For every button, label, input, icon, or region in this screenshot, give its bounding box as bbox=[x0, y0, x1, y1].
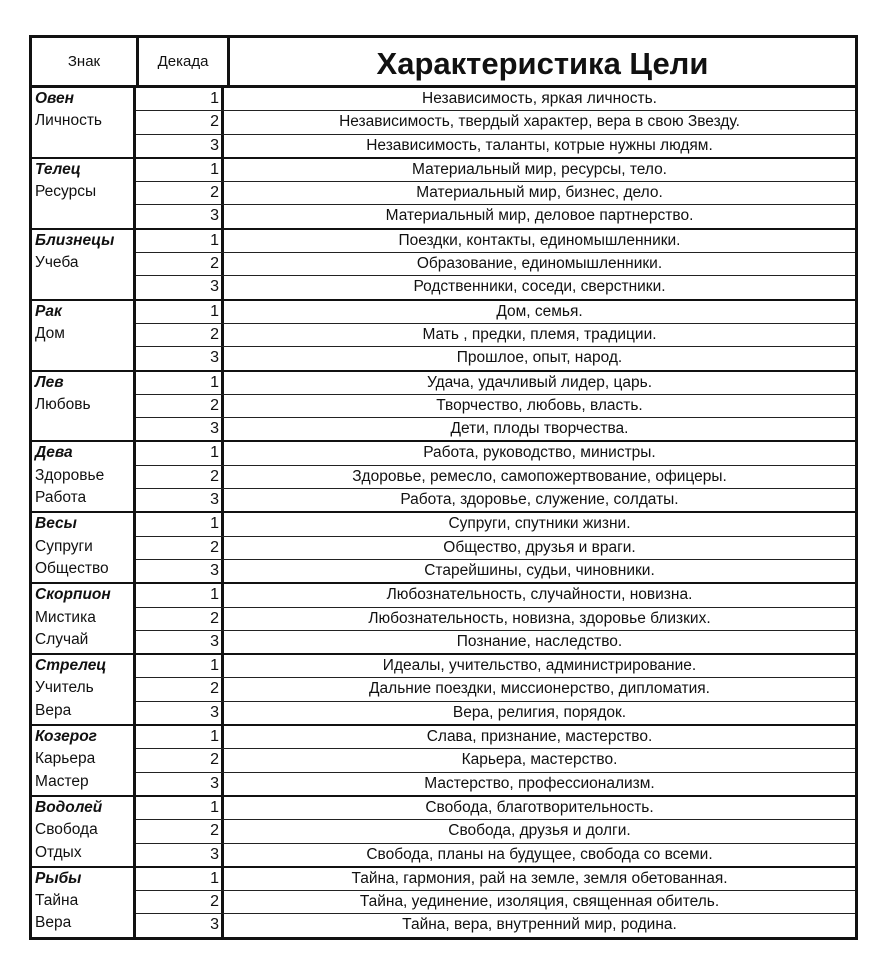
sign-cell bbox=[32, 584, 136, 653]
decade-cell: 2 bbox=[136, 466, 224, 488]
decade-cell: 3 bbox=[136, 560, 224, 582]
table-row bbox=[136, 844, 855, 866]
decade-cell: 3 bbox=[136, 844, 224, 866]
characteristic-cell: Слава, признание, мастерство. bbox=[426, 728, 653, 746]
decade-cell: 2 bbox=[136, 253, 224, 275]
sign-label: Личность bbox=[35, 112, 103, 130]
sign-label: Вера bbox=[35, 914, 72, 932]
sign-cell bbox=[32, 372, 136, 441]
decade-cell: 3 bbox=[136, 205, 224, 227]
sign-label: Свобода bbox=[35, 821, 98, 839]
characteristic-cell: Образование, единомышленники. bbox=[416, 255, 663, 273]
table-row bbox=[136, 111, 855, 134]
decade-cell: 1 bbox=[136, 868, 224, 890]
table-row bbox=[136, 159, 855, 182]
decade-cell: 1 bbox=[136, 159, 224, 181]
table-row bbox=[136, 418, 855, 440]
sign-label: Вера bbox=[35, 701, 72, 719]
sign-label: Случай bbox=[35, 630, 89, 648]
decade-cell: 2 bbox=[136, 111, 224, 133]
table-row bbox=[136, 230, 855, 253]
sign-name: Весы bbox=[35, 515, 77, 533]
decade-cell: 1 bbox=[136, 442, 224, 464]
characteristic-cell: Старейшины, судьи, чиновники. bbox=[424, 561, 655, 579]
sign-group bbox=[32, 442, 855, 513]
table-row bbox=[136, 631, 855, 653]
sign-group bbox=[32, 726, 855, 797]
characteristic-cell: Дом, семья. bbox=[496, 302, 583, 320]
table-row bbox=[136, 372, 855, 395]
table-row bbox=[136, 726, 855, 749]
decade-cell: 3 bbox=[136, 276, 224, 298]
table-row bbox=[136, 584, 855, 607]
table-row bbox=[136, 678, 855, 701]
table-row bbox=[136, 466, 855, 489]
sign-cell bbox=[32, 301, 136, 370]
characteristic-cell: Независимость, яркая личность. bbox=[422, 90, 657, 107]
characteristic-cell: Любознательность, случайности, новизна. bbox=[386, 586, 693, 604]
characteristic-cell: Дети, плоды творчества. bbox=[450, 420, 629, 438]
sign-label bbox=[35, 203, 133, 225]
sign-cell bbox=[32, 513, 136, 582]
characteristic-cell: Любознательность, новизна, здоровье близких. bbox=[368, 609, 711, 627]
sign-name: Лев bbox=[35, 373, 64, 391]
decade-cell: 2 bbox=[136, 395, 224, 417]
characteristic-cell: Познание, наследство. bbox=[456, 632, 623, 650]
characteristic-cell: Тайна, гармония, рай на земле, земля обетованная. bbox=[351, 869, 728, 887]
sign-name: Дева bbox=[35, 444, 73, 462]
characteristic-cell: Творчество, любовь, власть. bbox=[436, 396, 643, 414]
decade-cell: 1 bbox=[136, 726, 224, 748]
table-row bbox=[136, 88, 855, 111]
table-row bbox=[136, 560, 855, 582]
characteristic-cell: Свобода, друзья и долги. bbox=[448, 822, 631, 840]
sign-group bbox=[32, 230, 855, 301]
sign-label: Любовь bbox=[35, 395, 91, 413]
header-decade: Декада bbox=[139, 38, 230, 85]
table-row bbox=[136, 135, 855, 157]
sign-cell bbox=[32, 797, 136, 866]
characteristic-cell: Материальный мир, бизнес, дело. bbox=[416, 184, 663, 202]
characteristic-cell: Здоровье, ремесло, самопожертвование, офицеры. bbox=[352, 467, 727, 485]
decade-cell: 2 bbox=[136, 749, 224, 771]
table-row bbox=[136, 253, 855, 276]
table-row bbox=[136, 914, 855, 936]
sign-group bbox=[32, 159, 855, 230]
sign-label: Дом bbox=[35, 324, 65, 342]
characteristic-cell: Мастерство, профессионализм. bbox=[424, 774, 655, 792]
sign-cell bbox=[32, 88, 136, 157]
decade-cell: 1 bbox=[136, 230, 224, 252]
sign-cell bbox=[32, 230, 136, 299]
sign-label: Отдых bbox=[35, 843, 82, 861]
sign-label: Учеба bbox=[35, 254, 79, 272]
characteristic-cell: Свобода, благотворительность. bbox=[425, 798, 654, 816]
decade-cell: 2 bbox=[136, 537, 224, 559]
table-row bbox=[136, 324, 855, 347]
sign-label: Супруги bbox=[35, 537, 93, 555]
characteristic-cell: Работа, руководство, министры. bbox=[423, 444, 656, 462]
sign-name: Близнецы bbox=[35, 231, 115, 249]
sign-group bbox=[32, 88, 855, 159]
decade-cell: 1 bbox=[136, 301, 224, 323]
characteristic-cell: Мать , предки, племя, традиции. bbox=[422, 325, 657, 343]
characteristic-cell: Прошлое, опыт, народ. bbox=[456, 349, 623, 367]
decade-cell: 2 bbox=[136, 608, 224, 630]
characteristic-cell: Вера, религия, порядок. bbox=[452, 703, 627, 721]
decade-cell: 2 bbox=[136, 891, 224, 913]
sign-name: Овен bbox=[35, 90, 75, 107]
sign-label: Карьера bbox=[35, 750, 96, 768]
decade-cell: 1 bbox=[136, 513, 224, 535]
sign-cell bbox=[32, 442, 136, 511]
sign-label: Учитель bbox=[35, 679, 94, 697]
decade-cell: 2 bbox=[136, 678, 224, 700]
table-row bbox=[136, 820, 855, 843]
decade-cell: 1 bbox=[136, 88, 224, 110]
characteristic-cell: Родственники, соседи, сверстники. bbox=[413, 278, 666, 296]
characteristic-cell: Материальный мир, ресурсы, тело. bbox=[411, 160, 667, 178]
sign-cell bbox=[32, 655, 136, 724]
zodiac-goal-table bbox=[29, 35, 858, 940]
decade-cell: 3 bbox=[136, 914, 224, 936]
decade-cell: 2 bbox=[136, 324, 224, 346]
sign-group bbox=[32, 797, 855, 868]
decade-cell: 3 bbox=[136, 135, 224, 157]
sign-name: Скорпион bbox=[35, 586, 111, 604]
table-row bbox=[136, 513, 855, 536]
characteristic-cell: Работа, здоровье, служение, солдаты. bbox=[400, 491, 679, 509]
decade-cell: 3 bbox=[136, 489, 224, 511]
table-row bbox=[136, 276, 855, 298]
table-row bbox=[136, 205, 855, 227]
table-row bbox=[136, 655, 855, 678]
characteristic-cell: Независимость, твердый характер, вера в свою Звезду. bbox=[339, 113, 740, 131]
sign-group bbox=[32, 513, 855, 584]
table-row bbox=[136, 182, 855, 205]
table-row bbox=[136, 347, 855, 369]
decade-cell: 1 bbox=[136, 655, 224, 677]
characteristic-cell: Материальный мир, деловое партнерство. bbox=[385, 207, 694, 225]
header-characteristic: Характеристика Цели bbox=[376, 45, 709, 81]
sign-label: Работа bbox=[35, 489, 87, 507]
sign-group bbox=[32, 655, 855, 726]
characteristic-cell: Тайна, вера, внутренний мир, родина. bbox=[402, 916, 677, 934]
table-body bbox=[32, 88, 855, 937]
table-row bbox=[136, 868, 855, 891]
decade-cell: 3 bbox=[136, 702, 224, 724]
sign-label bbox=[35, 345, 133, 367]
sign-name: Стрелец bbox=[35, 657, 107, 675]
sign-label: Общество bbox=[35, 559, 109, 577]
sign-label bbox=[35, 274, 133, 296]
table-row bbox=[136, 489, 855, 511]
sign-cell bbox=[32, 868, 136, 937]
sign-label: Мистика bbox=[35, 608, 96, 626]
decade-cell: 3 bbox=[136, 773, 224, 795]
decade-cell: 1 bbox=[136, 372, 224, 394]
table-row bbox=[136, 537, 855, 560]
table-row bbox=[136, 773, 855, 795]
sign-group bbox=[32, 868, 855, 937]
table-row bbox=[136, 395, 855, 418]
decade-cell: 1 bbox=[136, 584, 224, 606]
table-row bbox=[136, 442, 855, 465]
characteristic-cell: Карьера, мастерство. bbox=[461, 751, 618, 769]
table-row bbox=[136, 797, 855, 820]
sign-label bbox=[35, 416, 133, 438]
sign-name: Водолей bbox=[35, 798, 103, 816]
sign-label bbox=[35, 133, 133, 155]
table-row bbox=[136, 608, 855, 631]
decade-cell: 2 bbox=[136, 820, 224, 842]
sign-cell bbox=[32, 159, 136, 228]
sign-name: Козерог bbox=[35, 728, 97, 746]
sign-name: Телец bbox=[35, 160, 81, 178]
characteristic-cell: Общество, друзья и враги. bbox=[443, 538, 636, 556]
decade-cell: 3 bbox=[136, 347, 224, 369]
characteristic-cell: Удача, удачливый лидер, царь. bbox=[426, 373, 653, 391]
table-row bbox=[136, 301, 855, 324]
characteristic-cell: Тайна, уединение, изоляция, священная обитель. bbox=[359, 893, 720, 911]
sign-label: Тайна bbox=[35, 892, 79, 910]
table-header bbox=[32, 38, 855, 88]
sign-name: Рыбы bbox=[35, 869, 82, 887]
table-row bbox=[136, 891, 855, 914]
characteristic-cell: Независимость, таланты, котрые нужны людям. bbox=[366, 136, 713, 154]
sign-label: Здоровье bbox=[35, 466, 105, 484]
decade-cell: 1 bbox=[136, 797, 224, 819]
sign-label: Ресурсы bbox=[35, 183, 97, 201]
sign-group bbox=[32, 584, 855, 655]
sign-name: Рак bbox=[35, 302, 62, 320]
header-sign: Знак bbox=[32, 38, 139, 85]
decade-cell: 2 bbox=[136, 182, 224, 204]
sign-cell bbox=[32, 726, 136, 795]
sign-group bbox=[32, 372, 855, 443]
characteristic-cell: Идеалы, учительство, администрирование. bbox=[382, 657, 697, 675]
characteristic-cell: Свобода, планы на будущее, свобода со всеми. bbox=[366, 845, 713, 863]
characteristic-cell: Поездки, контакты, единомышленники. bbox=[398, 231, 681, 249]
characteristic-cell: Супруги, спутники жизни. bbox=[448, 515, 631, 533]
decade-cell: 3 bbox=[136, 418, 224, 440]
characteristic-cell: Дальние поездки, миссионерство, дипломатия. bbox=[369, 680, 710, 698]
table-row bbox=[136, 702, 855, 724]
table-row bbox=[136, 749, 855, 772]
sign-group bbox=[32, 301, 855, 372]
decade-cell: 3 bbox=[136, 631, 224, 653]
sign-label: Мастер bbox=[35, 772, 89, 790]
